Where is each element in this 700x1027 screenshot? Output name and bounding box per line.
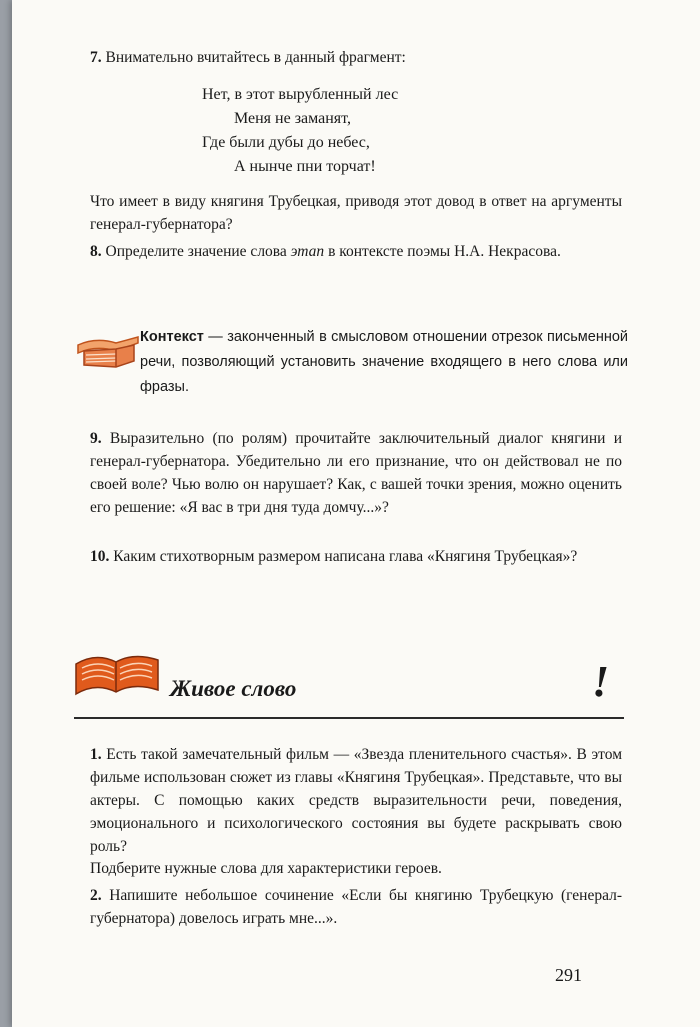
- poem-line: Меня не заманят,: [234, 110, 351, 127]
- task-number: 2.: [90, 887, 102, 904]
- exclamation-mark: !: [592, 657, 610, 706]
- section-divider: [74, 717, 624, 719]
- poem-line: Где были дубы до небес,: [202, 134, 370, 151]
- task-1-extra: Подберите нужные слова для характеристики героев.: [90, 860, 442, 877]
- question-number: 7.: [90, 49, 102, 66]
- task-text: Напишите небольшое сочинение «Если бы княгиню Трубецкую (генерал-губернатора) довелось играть мне...».: [90, 887, 622, 927]
- poem-line: Нет, в этот вырубленный лес: [202, 86, 399, 103]
- question-text: Внимательно вчитайтесь в данный фрагмент:: [105, 49, 406, 66]
- section-title: Живое слово: [170, 676, 297, 701]
- definition-term: Контекст: [140, 329, 204, 345]
- task-2: [90, 884, 622, 930]
- question-8: [90, 240, 622, 263]
- question-10: [90, 545, 622, 568]
- question-7-followup: Что имеет в виду княгиня Трубецкая, приводя этот довод в ответ на аргументы генерал-губернатора?: [90, 193, 622, 233]
- question-number: 9.: [90, 430, 102, 447]
- task-text: Есть такой замечательный фильм — «Звезда пленительного счастья». В этом фильме использован сюжет из главы «Княгиня Трубецкая». Представьте, что вы актеры. С помощью каких средств выразительности речи, поведения, эмоционального и психологического состояния вы будете раскрывать свою роль?: [90, 746, 623, 855]
- context-definition: [140, 325, 628, 400]
- question-text: в контексте поэмы Н.А. Некрасова.: [328, 243, 561, 260]
- poem-line: А нынче пни торчат!: [234, 158, 376, 175]
- task-number: 1.: [90, 746, 102, 763]
- question-number: 10.: [90, 548, 110, 565]
- page-number: 291: [555, 965, 582, 985]
- question-9: [90, 427, 622, 519]
- poem-fragment: [202, 83, 502, 179]
- question-text: Определите значение слова: [105, 243, 287, 260]
- question-text: Выразительно (по ролям) прочитайте заключительный диалог княгини и генерал-губернатора. Убедительно ли его признание, что он действовал не по своей воле? Чью волю он нарушает? Как, с вашей точки зрения, можно оценить его решение: «Я вас в три дня туда домчу...»?: [90, 430, 622, 516]
- definition-text: — законченный в смысловом отношении отрезок письменной речи, позволяющий установить значение входящего в него слова или фразы.: [140, 329, 628, 395]
- task-1: [90, 743, 622, 858]
- book-icon: [76, 327, 140, 371]
- question-text: Каким стихотворным размером написана глава «Княгиня Трубецкая»?: [113, 548, 578, 565]
- textbook-page: [12, 0, 700, 1027]
- question-number: 8.: [90, 243, 102, 260]
- question-7: [90, 46, 622, 69]
- highlighted-word: этап: [290, 243, 325, 260]
- open-book-icon: [72, 642, 162, 702]
